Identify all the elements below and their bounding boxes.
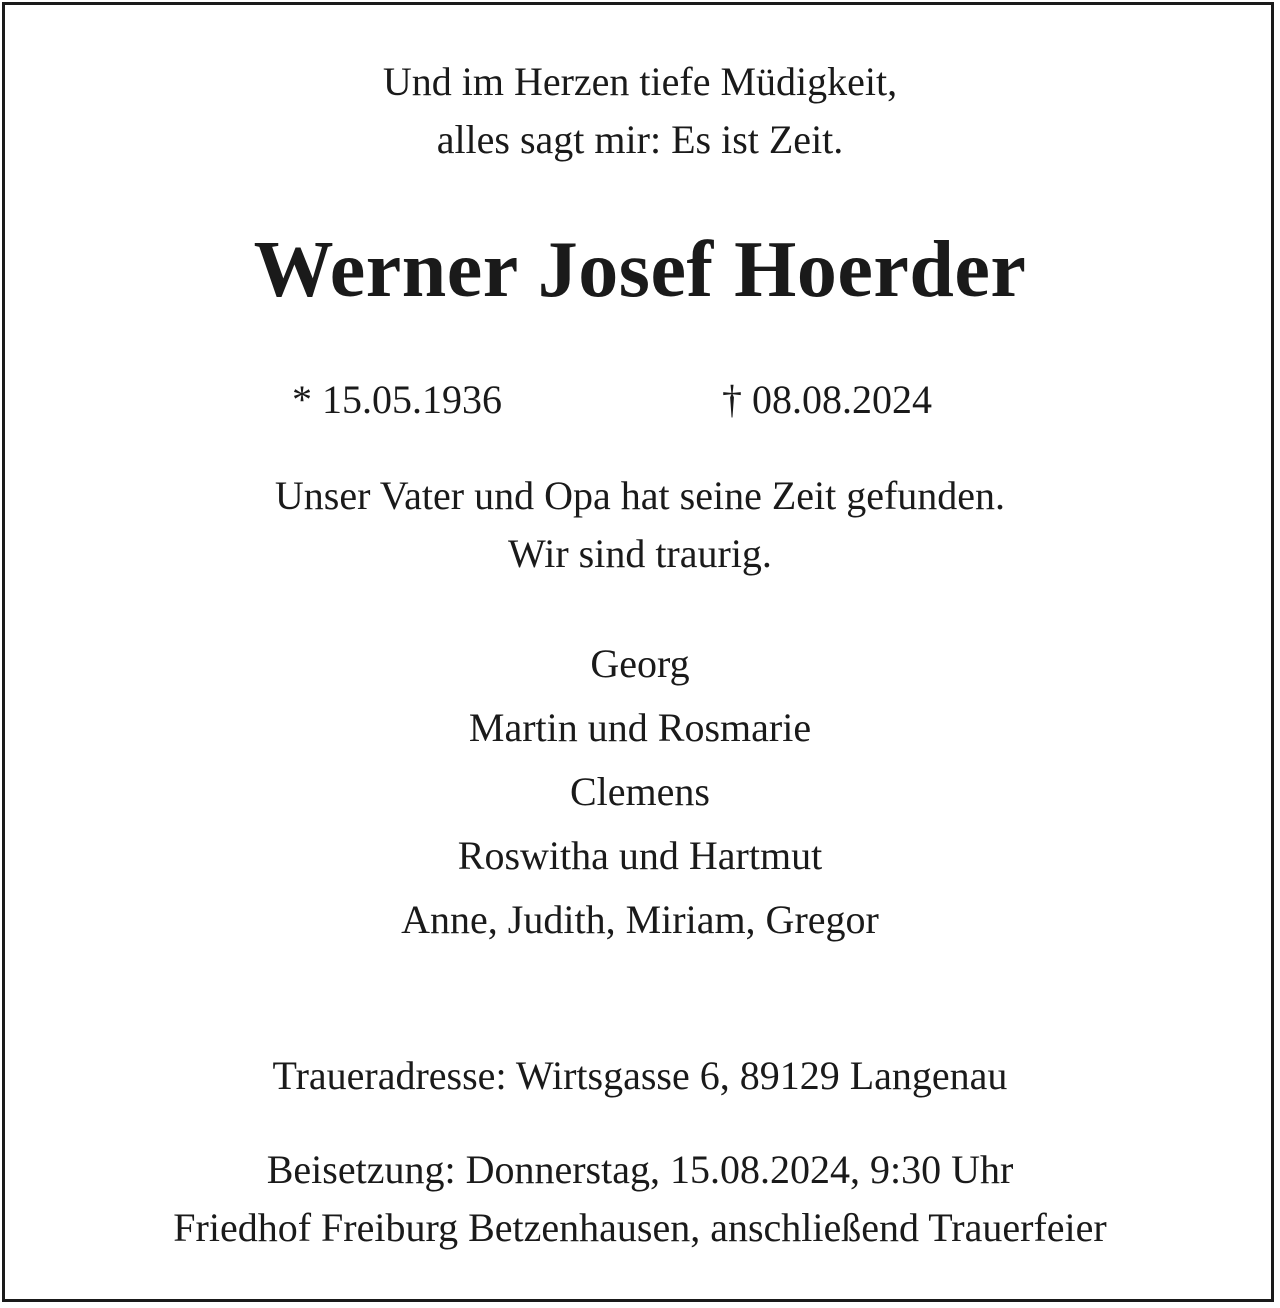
mourning-address: Traueradresse: Wirtsgasse 6, 89129 Langenau: [272, 1053, 1008, 1098]
funeral-line-2: Friedhof Freiburg Betzenhausen, anschließend Trauerfeier: [173, 1205, 1107, 1250]
mourner-line: Clemens: [570, 769, 710, 814]
verse-line-2: alles sagt mir: Es ist Zeit.: [436, 117, 844, 162]
mourner-line: Georg: [590, 641, 690, 686]
mourner-line: Anne, Judith, Miriam, Gregor: [401, 897, 879, 942]
message-line-1: Unser Vater und Opa hat seine Zeit gefunden.: [274, 473, 1006, 518]
death-date: † 08.08.2024: [722, 377, 932, 422]
birth-date: * 15.05.1936: [292, 377, 502, 422]
mourner-line: Martin und Rosmarie: [468, 705, 812, 750]
verse-line-1: Und im Herzen tiefe Müdigkeit,: [382, 59, 898, 104]
funeral-line-1: Beisetzung: Donnerstag, 15.08.2024, 9:30 Uhr: [266, 1147, 1014, 1192]
deceased-name: Werner Josef Hoerder: [253, 226, 1027, 314]
message-line-2: Wir sind traurig.: [508, 531, 772, 576]
mourner-line: Roswitha und Hartmut: [457, 833, 823, 878]
